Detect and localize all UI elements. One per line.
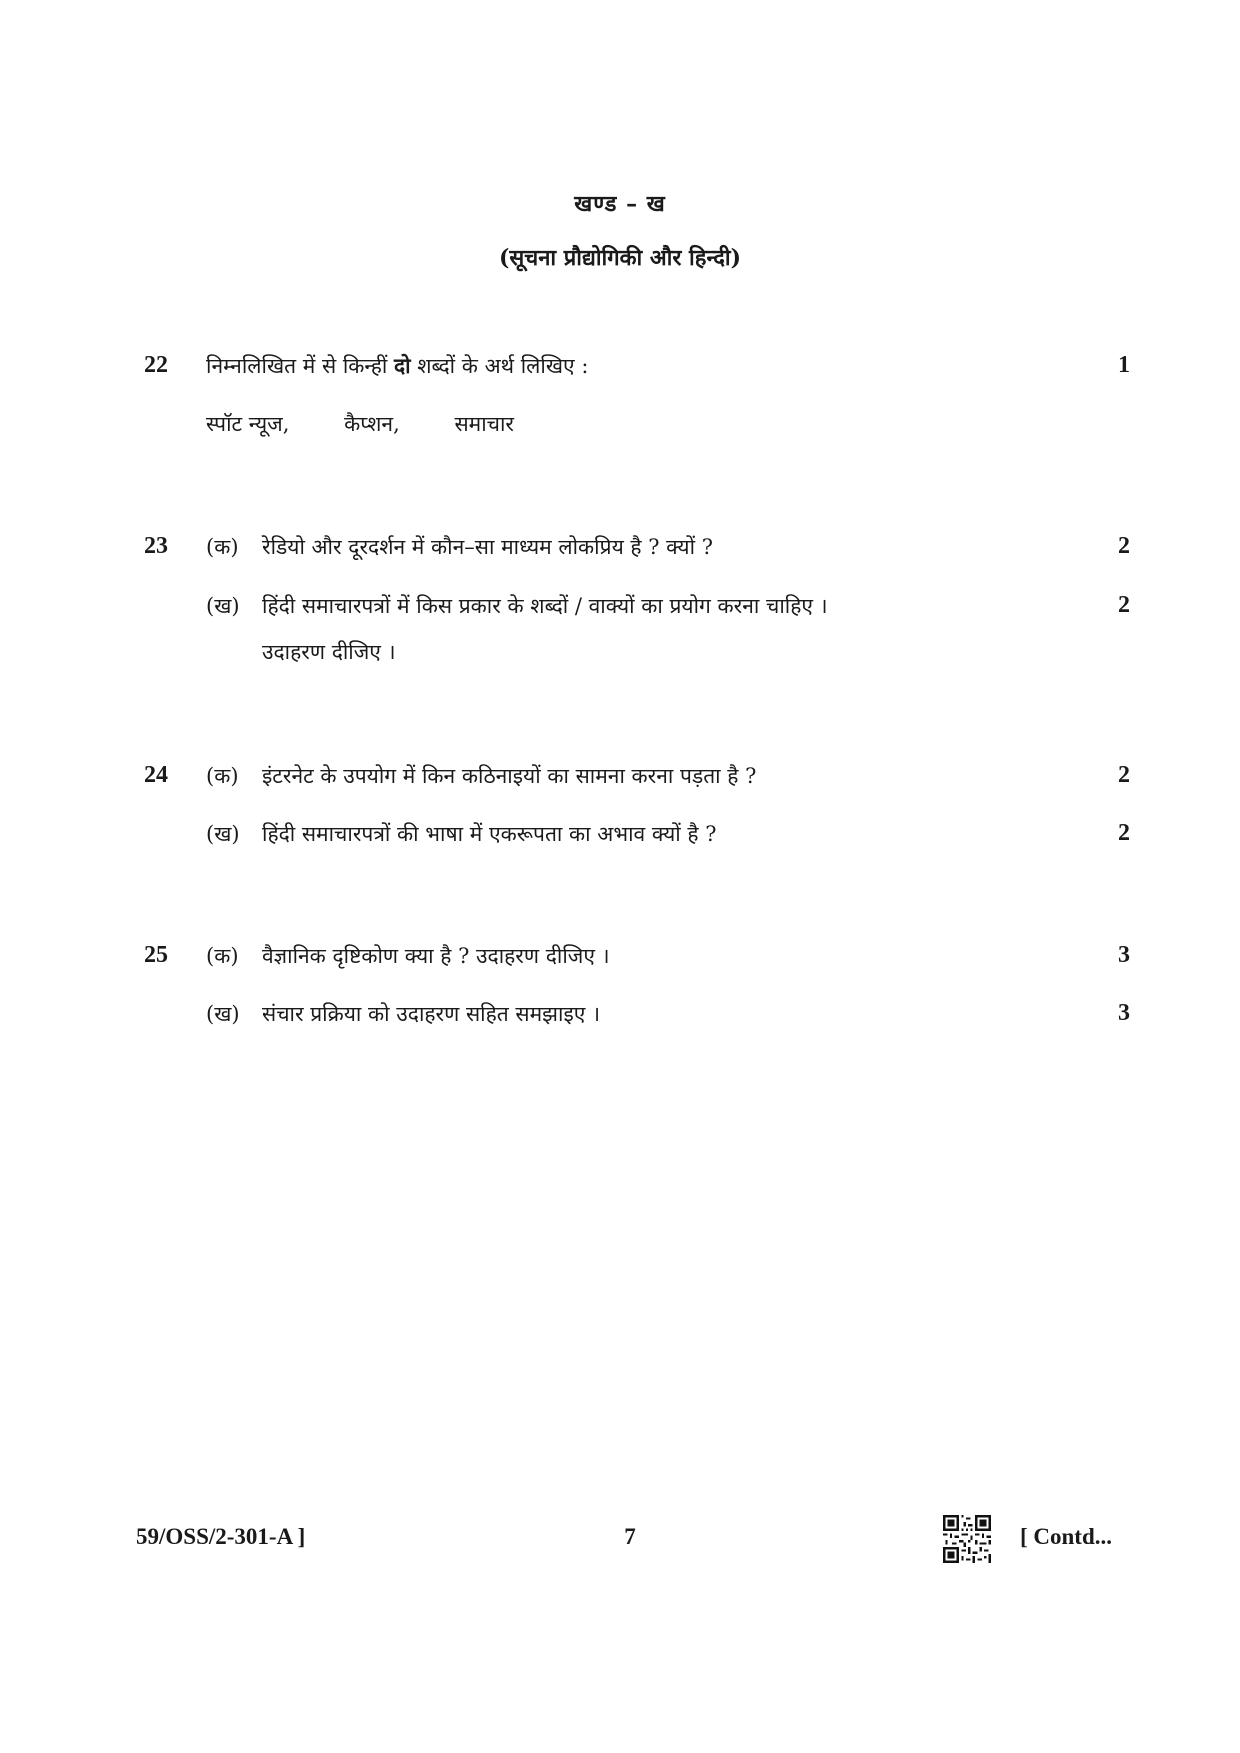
paper-code: 59/OSS/2-301-A ] bbox=[136, 1524, 306, 1549]
question-24a-marks: 2 bbox=[1118, 762, 1130, 788]
word-item: समाचार bbox=[454, 412, 515, 436]
question-24a-label: (क) bbox=[206, 764, 239, 788]
question-24b-text: हिंदी समाचारपत्रों की भाषा में एकरूपता का अभाव क्यों है ? bbox=[262, 822, 717, 846]
section-title: खण्ड – ख bbox=[574, 191, 666, 217]
question-25b-label: (ख) bbox=[206, 1002, 240, 1026]
question-24b-label: (ख) bbox=[206, 822, 240, 846]
question-number-24: 24 bbox=[144, 762, 168, 788]
question-23a-text: रेडियो और दूरदर्शन में कौन–सा माध्यम लोकप्रिय है ? क्यों ? bbox=[262, 535, 713, 559]
section-subtitle: (सूचना प्रौद्योगिकी और हिन्दी) bbox=[498, 245, 742, 271]
question-23a-marks: 2 bbox=[1118, 533, 1130, 559]
word-item: स्पॉट न्यूज, bbox=[206, 412, 290, 436]
question-25b-text: संचार प्रक्रिया को उदाहरण सहित समझाइए । bbox=[262, 1002, 601, 1026]
question-22-bold-word: दो bbox=[393, 353, 411, 378]
word-item: कैप्शन, bbox=[344, 412, 400, 436]
question-22-text-start: निम्नलिखित में से किन्हीं bbox=[206, 354, 394, 378]
question-number-23: 23 bbox=[144, 533, 168, 559]
question-25a-text: वैज्ञानिक दृष्टिकोण क्या है ? उदाहरण दीजिए । bbox=[262, 944, 610, 968]
question-23b-text: हिंदी समाचारपत्रों में किस प्रकार के शब्दों / वाक्यों का प्रयोग करना चाहिए । bbox=[262, 594, 828, 618]
question-24b-marks: 2 bbox=[1118, 820, 1130, 846]
qr-code-icon bbox=[943, 1515, 991, 1563]
question-24a-text: इंटरनेट के उपयोग में किन कठिनाइयों का सामना करना पड़ता है ? bbox=[262, 764, 757, 788]
question-23b-marks: 2 bbox=[1118, 592, 1130, 618]
question-number-25: 25 bbox=[144, 942, 168, 968]
question-25a-label: (क) bbox=[206, 944, 239, 968]
continued-label: [ Contd... bbox=[1020, 1524, 1113, 1549]
question-23a-label: (क) bbox=[206, 535, 239, 559]
question-23b-label: (ख) bbox=[206, 594, 240, 618]
question-22-text bbox=[206, 352, 588, 380]
question-22-marks: 1 bbox=[1118, 352, 1130, 378]
question-22-text-end: शब्दों के अर्थ लिखिए : bbox=[410, 354, 589, 378]
question-23b-text-line2: उदाहरण दीजिए । bbox=[262, 640, 396, 664]
question-25b-marks: 3 bbox=[1118, 1000, 1130, 1026]
page-number: 7 bbox=[624, 1524, 636, 1549]
question-22-word-list bbox=[206, 410, 562, 438]
question-25a-marks: 3 bbox=[1118, 942, 1130, 968]
question-number-22: 22 bbox=[144, 352, 168, 378]
